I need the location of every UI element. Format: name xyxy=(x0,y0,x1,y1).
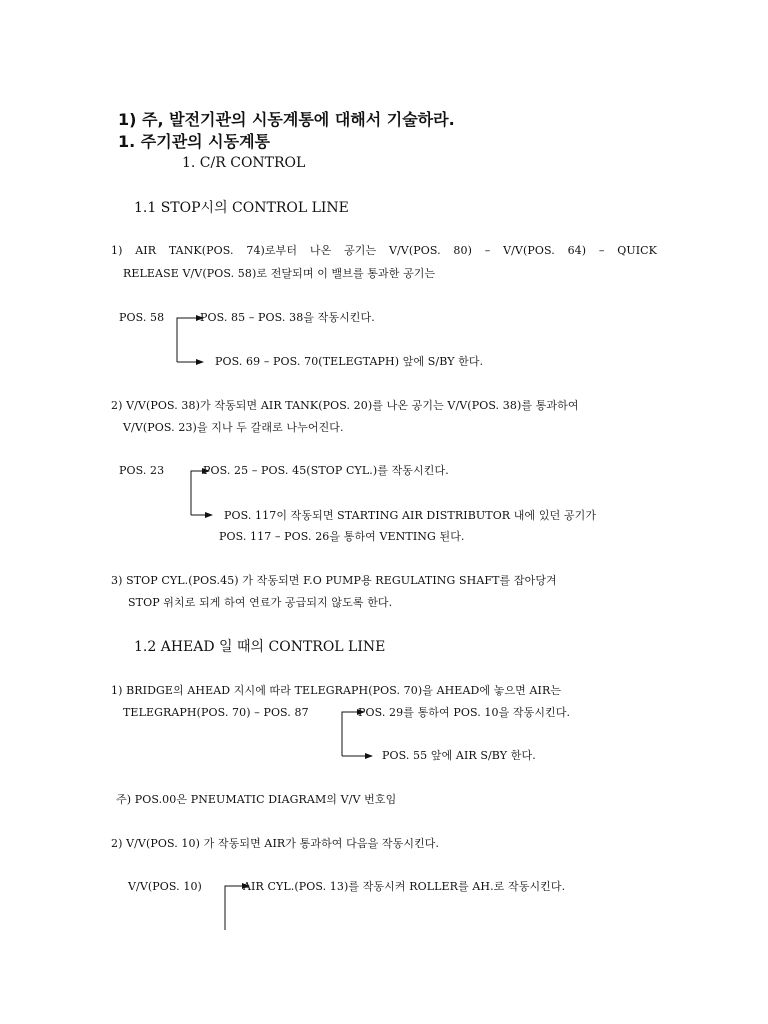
flow-1-branch-a: POS. 85 – POS. 38을 작동시킨다. xyxy=(200,311,375,324)
item-2-line-2: V/V(POS. 23)을 지나 두 갈래로 나누어진다. xyxy=(123,421,344,434)
note-text: 주) POS.00은 PNEUMATIC DIAGRAM의 V/V 번호임 xyxy=(116,793,397,806)
item-1-line-1: 1) AIR TANK(POS. 74)로부터 나온 공기는 V/V(POS. 80) – V/V(POS. 64) – QUICK xyxy=(111,244,657,257)
item-4-line-2: TELEGRAPH(POS. 70) – POS. 87 xyxy=(123,706,309,719)
flow-4-branch-a: AIR CYL.(POS. 13)를 작동시켜 ROLLER를 AH.로 작동시킨다. xyxy=(243,880,566,893)
item-3-line-1: 3) STOP CYL.(POS.45) 가 작동되면 F.O PUMP용 REGULATING SHAFT를 잡아당겨 xyxy=(111,574,557,587)
subsection-1-1-title: 1.1 STOP시의 CONTROL LINE xyxy=(134,200,349,216)
document-title: 1) 주, 발전기관의 시동계통에 대해서 기술하라. xyxy=(118,110,455,129)
flow-3-branch-b: POS. 55 앞에 AIR S/BY 한다. xyxy=(382,749,536,762)
section-1-title: 1. C/R CONTROL xyxy=(182,155,306,171)
flow-1-source: POS. 58 xyxy=(119,311,165,324)
flow-2-arrow-a xyxy=(191,471,209,515)
flow-2-branch-b-line-2: POS. 117 – POS. 26을 통하여 VENTING 된다. xyxy=(219,530,465,543)
item-4-line-1: 1) BRIDGE의 AHEAD 지시에 따라 TELEGRAPH(POS. 70)을 AHEAD에 놓으면 AIR는 xyxy=(111,684,562,697)
flow-1-arrow-a xyxy=(177,318,203,362)
item-1-line-2: RELEASE V/V(POS. 58)로 전달되며 이 밸브를 통과한 공기는 xyxy=(123,267,436,280)
flow-2-branch-a: POS. 25 – POS. 45(STOP CYL.)를 작동시킨다. xyxy=(203,464,449,477)
item-3-line-2: STOP 위치로 되게 하여 연료가 공급되지 않도록 한다. xyxy=(128,596,393,609)
flow-2-branch-b-line-1: POS. 117이 작동되면 STARTING AIR DISTRIBUTOR 내에 있던 공기가 xyxy=(224,509,597,522)
section-heading: 1. 주기관의 시동계통 xyxy=(118,132,270,151)
flow-1-branch-b: POS. 69 – POS. 70(TELEGTAPH) 앞에 S/BY 한다. xyxy=(215,355,484,368)
flow-4-source: V/V(POS. 10) xyxy=(128,880,202,893)
item-5-line-1: 2) V/V(POS. 10) 가 작동되면 AIR가 통과하여 다음을 작동시킨다. xyxy=(111,837,440,850)
flow-2-source: POS. 23 xyxy=(119,464,165,477)
flow-3-branch-a: POS. 29를 통하여 POS. 10을 작동시킨다. xyxy=(358,706,571,719)
item-2-line-1: 2) V/V(POS. 38)가 작동되면 AIR TANK(POS. 20)를 나온 공기는 V/V(POS. 38)를 통과하여 xyxy=(111,399,579,412)
subsection-1-2-title: 1.2 AHEAD 일 때의 CONTROL LINE xyxy=(134,639,386,655)
